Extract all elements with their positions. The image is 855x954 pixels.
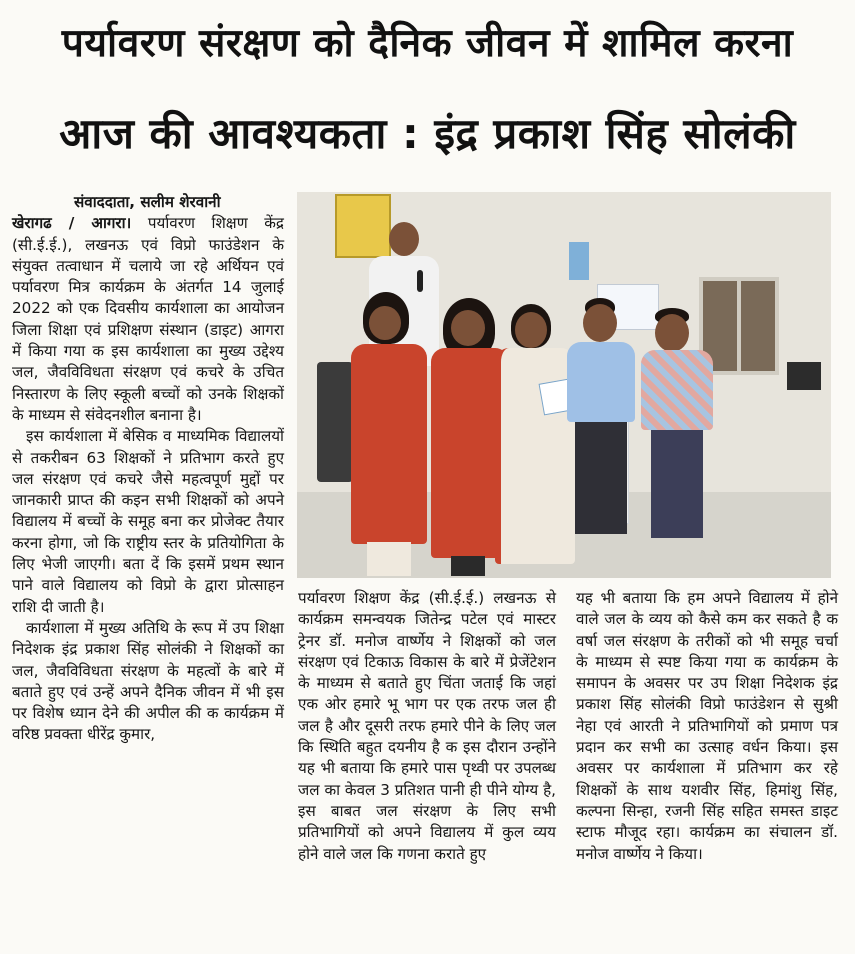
microphone-icon xyxy=(417,270,423,292)
byline xyxy=(12,192,284,213)
paragraph-1-text: पर्यावरण शिक्षण केंद्र (सी.ई.ई.), लखनऊ एवं विप्रो फाउंडेशन के संयुक्त तत्वाधान में चलाये जा रहे अर्थियन एवं पर्यावरण मित्र कार्यक्रम के अंतर्गत 14 जुलाई 2022 को एक दिवसीय कार्यशाला का आयोजन जिला शिक्षा एवं प्रशिक्षण संस्थान (डाइट) आगरा में किया गया क इस कार्यशाला का मुख्य उद्देश्य जल, जैवविविधता संरक्षण एवं कचरे के उचित निस्तारण के लिए स्कूली बच्चों को उनके शिक्षकों के माध्यम से संवेदनशील बनाना है। xyxy=(12,214,285,424)
wall-poster xyxy=(335,194,391,258)
article-column-1 xyxy=(12,192,284,746)
article-paragraph-2: इस कार्यशाला में बेसिक व माध्यमिक विद्यालयों से तकरीबन 63 शिक्षकों ने प्रतिभाग करते हुए जल संरक्षण एवं कचरे जैसे महत्वपूर्ण मुद्दों पर जानकारी प्राप्त की कइन सभी शिक्षकों को अपने विद्यालय में बच्चों के समूह बना कर प्रोजेक्ट तैयार करना होगा, जो कि राष्ट्रीय स्तर के प्रतियोगिता के लिए भेजी जाएगी। बता दें कि इसमें प्रथम स्थान पाने वाले विद्यालय को विप्रो के द्वारा प्रोत्साहन राशि दी जाती है। xyxy=(12,427,284,616)
event-photo xyxy=(297,192,831,578)
headline-line-1: पर्यावरण संरक्षण को दैनिक जीवन में शामिल करना xyxy=(61,21,794,66)
chair xyxy=(317,362,353,482)
monitor xyxy=(787,362,821,390)
reporter-name: संवाददाता, सलीम शेरवानी xyxy=(74,193,221,211)
wall-poster-small xyxy=(569,242,589,280)
article-column-3 xyxy=(576,588,838,865)
article-paragraph-4: पर्यावरण शिक्षण केंद्र (सी.ई.ई.) लखनऊ से कार्यक्रम समन्वयक जितेन्द्र पटेल एवं मास्टर ट्रेनर डॉ. मनोज वार्ष्णेय ने शिक्षकों को जल संरक्षण एवं टिकाऊ विकास के बारे में प्रेजेंटेशन के माध्यम से बताते हुए चिंता जताई कि जहां एक ओर हमारे भू भाग पर एक तरफ जल ही जल है और दूसरी तरफ हमारे पीने के लिए जल कि स्थिति बहुत दयनीय है क इस दौरान उन्होंने यह भी बताया कि हमारे पास पृथ्वी पर उपलब्ध जल का केवल 3 प्रतिशत पानी ही पीने योग्य है, इस बाबत जल संरक्षण के लिए सभी प्रतिभागियों को अपने विद्यालय में कुल व्यय होने वाले जल कि गणना कराते हुए xyxy=(298,589,556,863)
article-paragraph-5: यह भी बताया कि हम अपने विद्यालय में होने वाले जल के व्यय को कैसे कम कर सकते है क वर्षा जल संरक्षण के तरीकों को भी समूह चर्चा के माध्यम से स्पष्ट किया गया क कार्यक्रम के समापन के अवसर पर उप शिक्षा निदेशक इंद्र प्रकाश सिंह सोलंकी विप्रो फाउंडेशन से सुश्री नेहा एवं आरती ने प्रतिभागियों को प्रमाण पत्र प्रदान कर सभी का उत्साह वर्धन किया। इस अवसर पर कार्यशाला में प्रतिभाग कर रहे शिक्षकों के साथ यशवीर सिंह, हिमांशु सिंह, कल्पना सिन्हा, रजनी सिंह सहित समस्त डाइट स्टाफ मौजूद रहा। कार्यक्रम का संचालन डॉ. मनोज वार्ष्णेय ने किया। xyxy=(576,589,838,863)
article-paragraph-1 xyxy=(12,213,284,426)
article-column-2 xyxy=(298,588,556,865)
dateline: खेरागढ / आगरा। xyxy=(12,214,132,233)
article-paragraph-3: कार्यशाला में मुख्य अतिथि के रूप में उप शिक्षा निदेशक इंद्र प्रकाश सिंह सोलंकी ने शिक्षकों का जल, जैवविविधता संरक्षण के महत्वों के बारे में बताते हुए एवं उन्हें अपने दैनिक जीवन में भी इस पर विशेष ध्यान देने की अपील की क कार्यक्रम में वरिष्ठ प्रवक्ता धीरेंद्र कुमार, xyxy=(12,618,284,744)
headline-line-2: आज की आवश्यकता : इंद्र प्रकाश सिंह सोलंकी xyxy=(59,109,796,158)
